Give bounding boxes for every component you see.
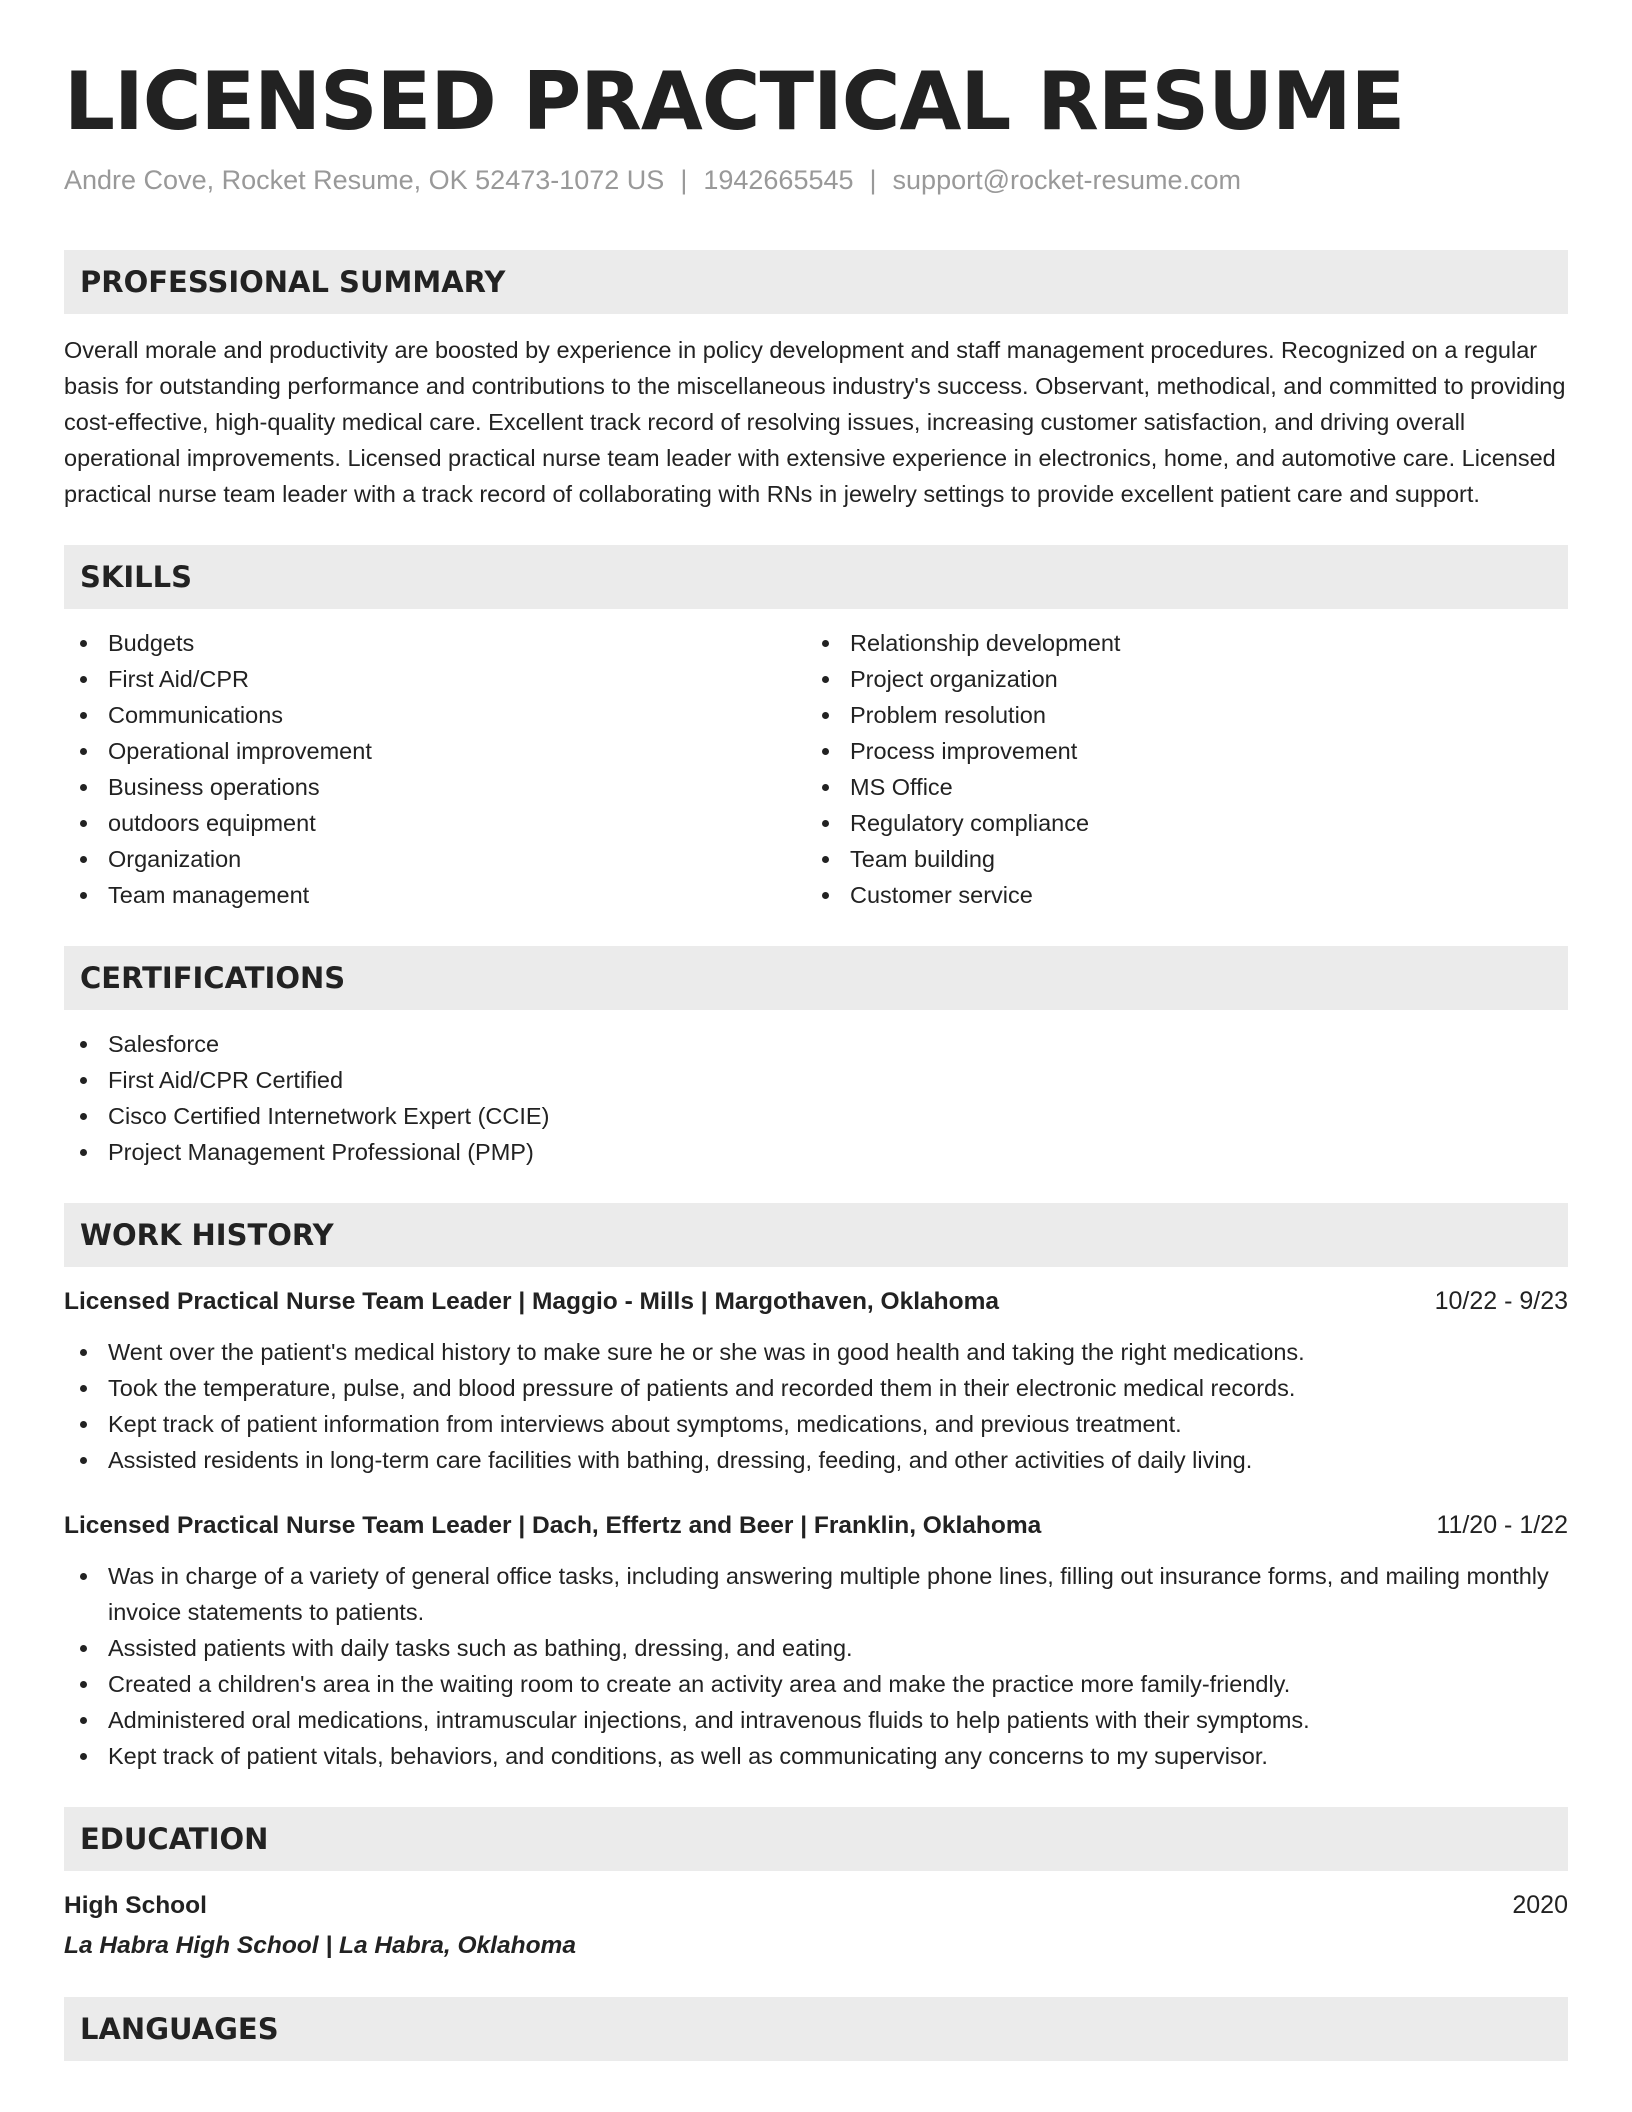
contact-line [64, 162, 1568, 198]
job-dates: 10/22 - 9/23 [1434, 1287, 1568, 1315]
certifications-list [64, 1026, 1568, 1170]
skill-item: Project organization [806, 661, 1548, 697]
education-school: La Habra High School | La Habra, Oklahoma [64, 1932, 576, 1959]
skill-item: Budgets [64, 625, 806, 661]
skill-item: Operational improvement [64, 733, 806, 769]
job-duty: Created a children's area in the waiting room to create an activity area and make the practice more family-friendly. [64, 1666, 1568, 1702]
contact-separator: | [869, 165, 877, 195]
section-header-skills: SKILLS [64, 545, 1568, 609]
skill-item: Regulatory compliance [806, 805, 1548, 841]
contact-separator: | [680, 165, 688, 195]
certification-item: Project Management Professional (PMP) [64, 1134, 1568, 1170]
job-heading [64, 1283, 1568, 1320]
skill-item: Problem resolution [806, 697, 1548, 733]
skills-column-left [64, 625, 806, 913]
job-duties-list [64, 1558, 1568, 1774]
skills-column-right [806, 625, 1548, 913]
skill-item: Relationship development [806, 625, 1548, 661]
section-header-certifications: CERTIFICATIONS [64, 946, 1568, 1010]
skill-item: Customer service [806, 877, 1548, 913]
education-heading [64, 1887, 1568, 1924]
skill-item: First Aid/CPR [64, 661, 806, 697]
certification-item: Cisco Certified Internetwork Expert (CCIE) [64, 1098, 1568, 1134]
job-title: Licensed Practical Nurse Team Leader | Dach, Effertz and Beer | Franklin, Oklahoma [64, 1512, 1042, 1539]
job-duty: Administered oral medications, intramuscular injections, and intravenous fluids to help patients with their symptoms. [64, 1702, 1568, 1738]
section-header-education: EDUCATION [64, 1807, 1568, 1871]
skill-item: Business operations [64, 769, 806, 805]
resume-title: LICENSED PRACTICAL RESUME [64, 55, 1405, 148]
skill-item: Process improvement [806, 733, 1548, 769]
skill-item: Team building [806, 841, 1548, 877]
skill-item: Organization [64, 841, 806, 877]
job-duty: Assisted patients with daily tasks such as bathing, dressing, and eating. [64, 1630, 1568, 1666]
contact-phone: 1942665545 [703, 165, 854, 195]
job-heading [64, 1507, 1568, 1544]
job-duty: Kept track of patient information from interviews about symptoms, medications, and previous treatment. [64, 1406, 1568, 1442]
job-dates: 11/20 - 1/22 [1436, 1511, 1568, 1539]
summary-paragraph: Overall morale and productivity are boosted by experience in policy development and staff management procedures. Recognized on a regular basis for outstanding performance and contributions to the miscellaneous industry's success. Observant, methodical, and committed to providing cost-effective, high-quality medical care. Excellent track record of resolving issues, increasing customer satisfaction, and driving overall operational improvements. Licensed practical nurse team leader with extensive experience in electronics, home, and automotive care. Licensed practical nurse team leader with a track record of collaborating with RNs in jewelry settings to provide excellent patient care and support. [64, 337, 1566, 507]
job-duty: Assisted residents in long-term care facilities with bathing, dressing, feeding, and other activities of daily living. [64, 1442, 1568, 1478]
skills-grid [64, 625, 1568, 913]
job-duty: Kept track of patient vitals, behaviors, and conditions, as well as communicating any concerns to my supervisor. [64, 1738, 1568, 1774]
job-title: Licensed Practical Nurse Team Leader | Maggio - Mills | Margothaven, Oklahoma [64, 1288, 999, 1315]
job-duty: Was in charge of a variety of general office tasks, including answering multiple phone lines, filling out insurance forms, and mailing monthly invoice statements to patients. [64, 1558, 1568, 1630]
education-year: 2020 [1512, 1891, 1568, 1919]
certification-item: Salesforce [64, 1026, 1568, 1062]
skill-item: Team management [64, 877, 806, 913]
section-header-summary: PROFESSIONAL SUMMARY [64, 250, 1568, 314]
skill-item: outdoors equipment [64, 805, 806, 841]
certification-item: First Aid/CPR Certified [64, 1062, 1568, 1098]
contact-address: Andre Cove, Rocket Resume, OK 52473-1072 US [64, 165, 665, 195]
section-header-languages: LANGUAGES [64, 1997, 1568, 2061]
skill-item: MS Office [806, 769, 1548, 805]
contact-email: support@rocket-resume.com [892, 165, 1242, 195]
section-header-work-history: WORK HISTORY [64, 1203, 1568, 1267]
job-duty: Took the temperature, pulse, and blood pressure of patients and recorded them in their electronic medical records. [64, 1370, 1568, 1406]
skill-item: Communications [64, 697, 806, 733]
job-duty: Went over the patient's medical history to make sure he or she was in good health and taking the right medications. [64, 1334, 1568, 1370]
job-duties-list [64, 1334, 1568, 1478]
education-degree: High School [64, 1892, 207, 1919]
